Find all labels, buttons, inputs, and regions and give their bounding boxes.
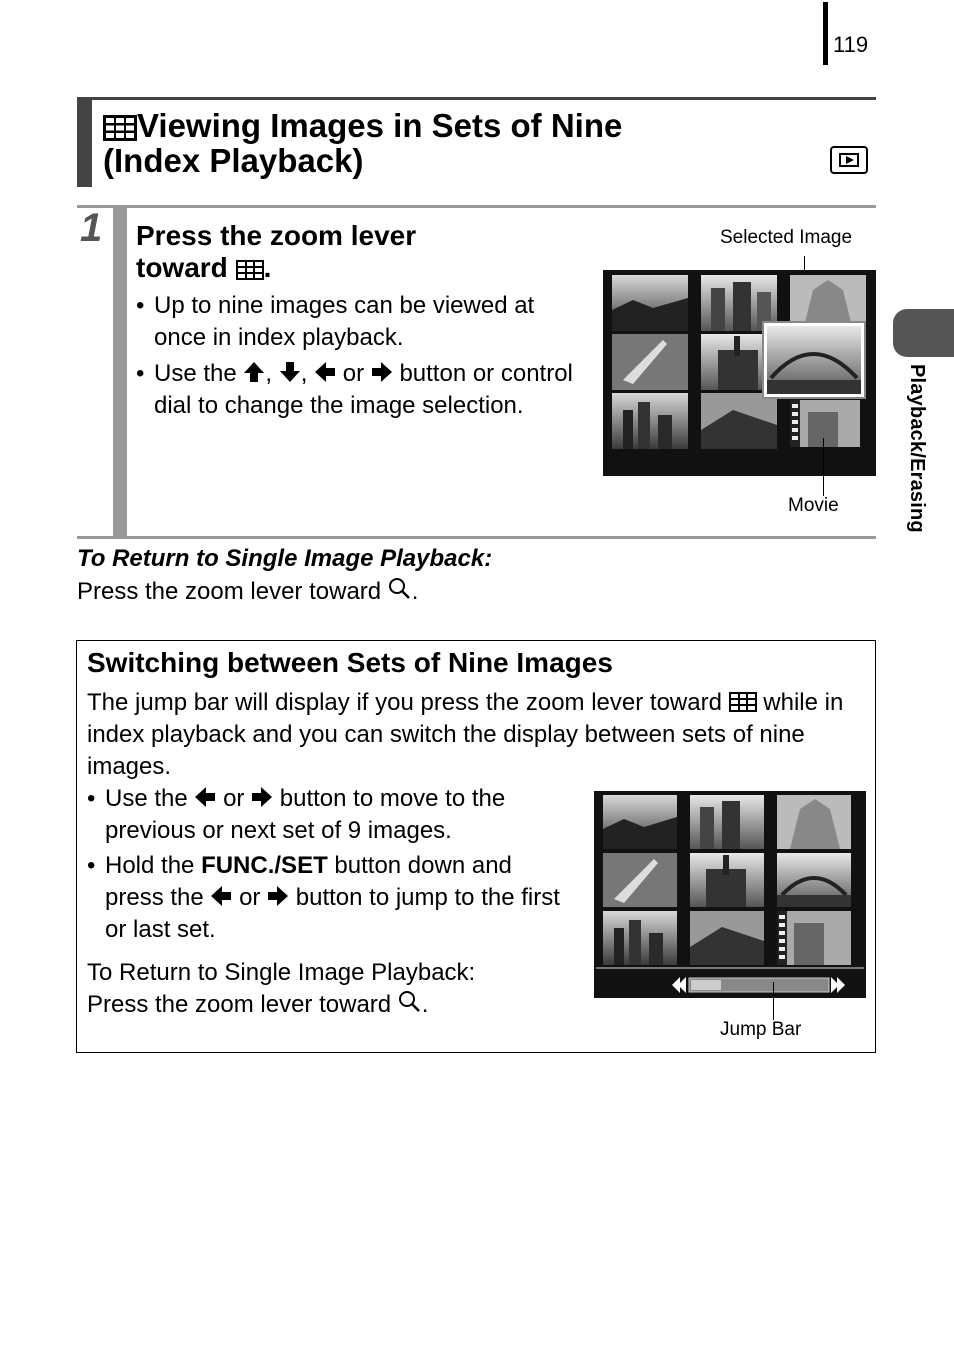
jump-bar-screen — [594, 791, 866, 998]
step-heading-line-1: Press the zoom lever — [136, 220, 417, 251]
movie-label: Movie — [788, 495, 839, 516]
arrow-left-icon — [194, 786, 216, 808]
page-number-bar — [823, 2, 828, 65]
step-side-bar — [113, 208, 127, 536]
side-tab-label: Playback/Erasing — [906, 364, 928, 533]
box-bullet-1: • Use the or button to move to the previous or next set of 9 images. — [87, 783, 567, 847]
step-number: 1 — [80, 206, 103, 250]
box-title: Switching between Sets of Nine Images — [87, 647, 613, 678]
step-bottom-rule — [77, 536, 876, 539]
arrow-up-icon — [243, 361, 265, 383]
playback-mode-icon — [830, 146, 868, 174]
index-thumbnails — [603, 270, 876, 476]
arrow-down-icon — [279, 361, 301, 383]
section-title-block — [77, 97, 876, 187]
movie-leader — [823, 438, 824, 496]
magnify-icon — [398, 990, 422, 1014]
step-heading: Press the zoom lever toward . — [136, 220, 417, 283]
index-icon — [103, 115, 137, 141]
arrow-right-icon — [251, 786, 273, 808]
return-heading: To Return to Single Image Playback: — [77, 545, 493, 572]
jump-bar-thumbnails — [594, 791, 866, 998]
func-set-button-name: FUNC./SET — [201, 852, 328, 879]
title-line-2: (Index Playback) — [103, 142, 364, 179]
jump-bar-label: Jump Bar — [720, 1019, 802, 1040]
step-top-rule — [77, 205, 876, 208]
page-title — [103, 108, 622, 178]
step-bullets — [136, 290, 576, 426]
box-return: To Return to Single Image Playback: Press the zoom lever toward . — [87, 959, 476, 1018]
return-body: Press the zoom lever toward . — [77, 578, 419, 605]
index-icon — [236, 260, 264, 280]
page-number: 119 — [833, 32, 869, 57]
arrow-left-icon — [314, 361, 336, 383]
index-icon — [729, 692, 757, 712]
selected-image-label: Selected Image — [720, 227, 853, 248]
box-paragraph: The jump bar will display if you press the zoom lever toward while in index playback and you can switch the display between sets of nine images. — [87, 689, 844, 780]
step-bullet-1: • Up to nine images can be viewed at once in index playback. — [136, 290, 576, 354]
jump-bar-leader — [773, 982, 774, 1020]
box-bullets — [87, 783, 567, 949]
step-bullet-2: • Use the , , or button or control dial to change the image selection. — [136, 358, 576, 422]
magnify-icon — [388, 577, 412, 601]
arrow-left-icon — [210, 885, 232, 907]
step-heading-line-2: toward — [136, 252, 228, 283]
index-playback-screen — [603, 270, 876, 476]
arrow-right-icon — [371, 361, 393, 383]
title-accent-bar — [77, 100, 92, 187]
title-line-1: Viewing Images in Sets of Nine — [137, 107, 623, 144]
side-tab — [893, 309, 954, 357]
box-bullet-2: • Hold the FUNC./SET button down and press the or button to jump to the first or last set. — [87, 850, 567, 946]
arrow-right-icon — [267, 885, 289, 907]
